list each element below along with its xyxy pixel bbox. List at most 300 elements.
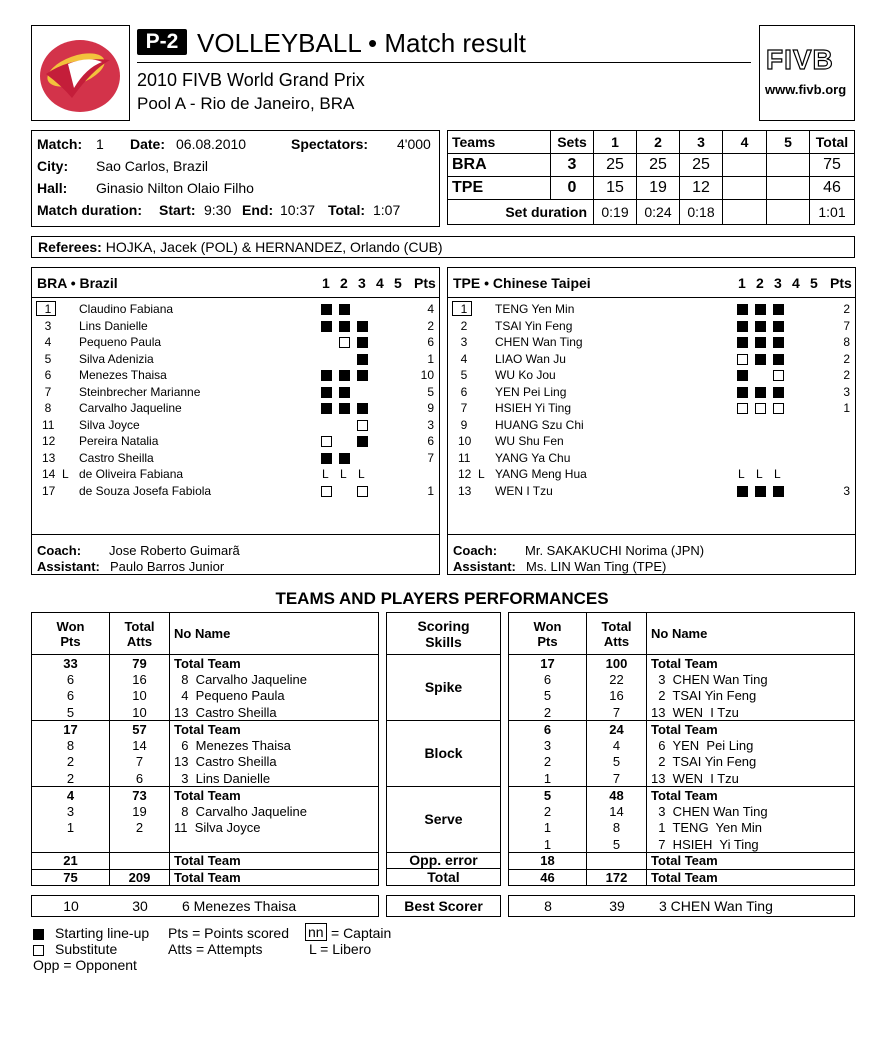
player-points: 8: [843, 335, 850, 349]
libero-marker: L: [62, 467, 69, 481]
roster-tpe: [447, 267, 856, 575]
player-points: 1: [427, 351, 434, 366]
player-name: 8 Carvalho Jaqueline: [170, 803, 379, 820]
player-row: [32, 400, 439, 416]
player-row: [448, 301, 855, 317]
empty-square-icon: [33, 945, 44, 956]
player-number: 6: [460, 384, 468, 399]
set-duration: [723, 200, 767, 225]
player-name: 13 WEN I Tzu: [647, 704, 855, 721]
set-column-header: 3: [774, 275, 782, 291]
won-pts: [32, 836, 110, 853]
won-pts: 2: [509, 754, 587, 771]
total-points: 46: [810, 177, 855, 200]
starting-square-icon: [755, 486, 766, 497]
legend-pts: Pts = Points scored: [168, 925, 290, 941]
total-atts: 4: [587, 737, 647, 754]
player-row: [448, 450, 855, 466]
player-name: WU Shu Fen: [495, 434, 564, 448]
duration-label: Match duration:: [37, 202, 142, 218]
won-pts: 2: [32, 754, 110, 771]
player-number: 11: [458, 450, 471, 465]
total-atts: [110, 836, 170, 853]
best-scorer-tpe: [508, 895, 855, 917]
total-team-row: [32, 787, 379, 804]
player-name: 6 Menezes Thaisa: [170, 737, 379, 754]
player-row: [448, 417, 855, 433]
player-number: 8: [44, 401, 52, 415]
player-points: 3: [843, 384, 850, 399]
player-stat-row: [509, 688, 855, 705]
header-line: Won: [56, 618, 85, 634]
player-name: 7 HSIEH Yi Ting: [647, 836, 855, 853]
player-name: 3 Lins Danielle: [170, 770, 379, 787]
player-stat-row: [509, 803, 855, 820]
player-name: 6 YEN Pei Ling: [647, 737, 855, 754]
starting-square-icon: [339, 403, 350, 414]
starting-square-icon: [737, 387, 748, 398]
document-code-badge: P-2: [137, 29, 187, 55]
start-time: 9:30: [204, 202, 232, 218]
skills-header-line: Scoring: [417, 618, 470, 634]
set-duration: 0:18: [680, 200, 723, 225]
total-atts: 14: [110, 737, 170, 754]
won-pts: 8: [32, 737, 110, 754]
match-date: 06.08.2010: [176, 136, 247, 152]
player-number: 2: [460, 318, 468, 333]
skill-block: Block: [386, 720, 501, 787]
pool-location: Pool A - Rio de Janeiro, BRA: [137, 94, 355, 113]
assistant-label: Assistant:: [453, 559, 516, 574]
player-name: 3 CHEN Wan Ting: [647, 671, 855, 688]
hall-label: Hall:: [37, 180, 68, 196]
won-pts: 6: [32, 671, 110, 688]
sets-won: 3: [551, 154, 594, 177]
points-column-header: Pts: [830, 275, 852, 291]
won-pts: 3: [509, 737, 587, 754]
city-value: Sao Carlos, Brazil: [96, 158, 209, 174]
player-name: TENG Yen Min: [495, 302, 575, 316]
starting-square-icon: [357, 436, 368, 447]
player-points: 2: [843, 302, 850, 316]
won-pts: 4: [32, 787, 110, 804]
fivb-logo: [759, 25, 855, 121]
set-duration-total: 1:01: [810, 200, 855, 225]
fivb-url: www.fivb.org: [765, 82, 847, 97]
player-row: [32, 351, 439, 367]
won-pts: 2: [509, 704, 587, 721]
coach-section: [448, 534, 855, 576]
player-number: 3: [460, 335, 468, 349]
score-header-cell: Teams: [448, 131, 551, 154]
assistant-name: Paulo Barros Junior: [110, 559, 225, 574]
player-stat-row: [32, 770, 379, 787]
starting-square-icon: [755, 387, 766, 398]
total-team-row: [509, 655, 855, 672]
player-row: [32, 433, 439, 449]
set-column-header: 4: [792, 275, 800, 291]
total-atts: 16: [587, 688, 647, 705]
player-row: [32, 466, 439, 482]
player-number: 4: [44, 335, 52, 349]
player-number: 1: [460, 302, 468, 316]
total-atts: [587, 853, 647, 870]
starting-square-icon: [737, 486, 748, 497]
starting-square-icon: [755, 304, 766, 315]
player-name: Silva Adenizia: [79, 351, 154, 366]
skill-opp-error: Opp. error: [386, 852, 501, 869]
score-row-bra: [448, 154, 855, 177]
event-logo: [31, 25, 130, 121]
player-row: [448, 334, 855, 350]
total-atts: 8: [587, 820, 647, 837]
player-name: Total Team: [647, 655, 855, 672]
total-team-row: [509, 853, 855, 870]
player-row: [448, 384, 855, 400]
starting-square-icon: [737, 337, 748, 348]
set-score: [767, 177, 810, 200]
player-stat-row: [509, 737, 855, 754]
starting-square-icon: [755, 354, 766, 365]
player-stat-row: [509, 704, 855, 721]
skill-total: Total: [386, 868, 501, 886]
skill-best-scorer: Best Scorer: [386, 895, 501, 917]
set-duration: 0:19: [594, 200, 637, 225]
player-number: 14: [42, 467, 56, 481]
performance-header-row: [32, 613, 379, 655]
total-atts: 48: [587, 787, 647, 804]
set-duration: [767, 200, 810, 225]
player-row: [448, 367, 855, 383]
won-pts: 18: [509, 853, 587, 870]
won-pts: 5: [509, 688, 587, 705]
legend-starting: Starting line-up: [55, 925, 150, 941]
player-points: 2: [843, 368, 850, 382]
set-column-header: 2: [340, 275, 348, 291]
performance-table-bra: [31, 612, 379, 886]
performance-table-tpe: [508, 612, 855, 886]
set-column-header: 5: [394, 275, 402, 291]
start-label: Start:: [159, 202, 196, 218]
player-row: [32, 334, 439, 350]
starting-square-icon: [357, 403, 368, 414]
substitute-square-icon: [357, 486, 368, 497]
player-points: 1: [427, 483, 434, 498]
player-points: 4: [427, 302, 434, 316]
best-won-pts: 10: [63, 898, 79, 914]
set-score: 12: [680, 177, 723, 200]
starting-square-icon: [339, 370, 350, 381]
legend-substitute: Substitute: [55, 941, 118, 957]
won-pts: 5: [509, 787, 587, 804]
volleyball-logo-icon: [32, 26, 129, 120]
player-name: Total Team: [647, 721, 855, 738]
player-name: 13 Castro Sheilla: [170, 754, 379, 771]
score-row-tpe: [448, 177, 855, 200]
libero-set-marker: L: [738, 467, 745, 481]
set-column-header: 2: [756, 275, 764, 291]
title-divider: [137, 62, 751, 63]
starting-square-icon: [321, 453, 332, 464]
player-number: 11: [42, 417, 55, 432]
total-atts: 22: [587, 671, 647, 688]
total-team-row: [509, 721, 855, 738]
player-name: Castro Sheilla: [79, 450, 154, 465]
coach-name: Mr. SAKAKUCHI Norima (JPN): [525, 543, 705, 558]
legend-opp: Opp = Opponent: [33, 957, 137, 973]
player-points: 6: [427, 434, 434, 448]
best-player-name: 3 CHEN Wan Ting: [659, 898, 773, 914]
won-pts: 6: [509, 721, 587, 738]
player-name: Claudino Fabiana: [79, 302, 174, 316]
best-total-atts: 39: [609, 898, 625, 914]
player-name: YANG Ya Chu: [495, 450, 571, 465]
player-number: 7: [460, 401, 468, 415]
starting-square-icon: [357, 354, 368, 365]
event-name: 2010 FIVB World Grand Prix: [137, 70, 365, 90]
team-code: BRA: [448, 154, 551, 177]
team-title: TPE • Chinese Taipei: [453, 275, 591, 291]
starting-square-icon: [339, 387, 350, 398]
starting-square-icon: [339, 453, 350, 464]
player-stat-row: [32, 803, 379, 820]
player-number: 9: [460, 417, 468, 432]
player-number: 13: [458, 483, 472, 498]
total-team-row: [509, 787, 855, 804]
set-score: [723, 154, 767, 177]
substitute-square-icon: [321, 486, 332, 497]
best-total-atts: 30: [132, 898, 148, 914]
score-header-cell: 4: [723, 131, 767, 154]
starting-square-icon: [357, 370, 368, 381]
starting-square-icon: [773, 337, 784, 348]
total-atts: 172: [587, 869, 647, 886]
total-atts: 5: [587, 836, 647, 853]
points-column-header: Pts: [414, 275, 436, 291]
player-name: Total Team: [170, 721, 379, 738]
set-column-header: 1: [738, 275, 746, 291]
total-atts: 7: [587, 704, 647, 721]
page-title: VOLLEYBALL • Match result: [197, 28, 526, 58]
legend-captain-box: nn: [305, 923, 327, 941]
roster-header: [448, 268, 855, 298]
starting-square-icon: [737, 304, 748, 315]
starting-square-icon: [773, 486, 784, 497]
header-line: Atts: [126, 633, 153, 649]
starting-square-icon: [321, 403, 332, 414]
libero-set-marker: L: [358, 467, 365, 481]
player-name: 2 TSAI Yin Feng: [647, 688, 855, 705]
player-stat-row: [32, 820, 379, 837]
player-number: 3: [44, 318, 52, 333]
total-atts: 57: [110, 721, 170, 738]
header-line: Total: [124, 618, 155, 634]
player-name: Total Team: [647, 787, 855, 804]
player-row: [32, 384, 439, 400]
player-points: 5: [427, 384, 434, 399]
total-atts: 16: [110, 671, 170, 688]
total-atts: 100: [587, 655, 647, 672]
substitute-square-icon: [773, 403, 784, 414]
total-team-row: [32, 721, 379, 738]
best-scorer-bra: [31, 895, 379, 917]
player-stat-row: [32, 704, 379, 721]
player-name: de Oliveira Fabiana: [79, 467, 184, 481]
total-label: Total:: [328, 202, 366, 218]
col-won-pts: [509, 613, 587, 655]
total-atts: 10: [110, 688, 170, 705]
coach-section: [32, 534, 439, 576]
best-player-name: 6 Menezes Thaisa: [182, 898, 297, 914]
skill-serve: Serve: [386, 786, 501, 853]
player-number: 7: [44, 384, 52, 399]
player-points: 2: [427, 318, 434, 333]
col-total-atts: [587, 613, 647, 655]
player-points: 6: [427, 335, 434, 349]
player-points: 7: [427, 450, 434, 465]
referees-names: HOJKA, Jacek (POL) & HERNANDEZ, Orlando (CUB): [105, 239, 443, 255]
set-score: 25: [594, 154, 637, 177]
player-stat-row: [509, 836, 855, 853]
substitute-square-icon: [357, 420, 368, 431]
substitute-square-icon: [321, 436, 332, 447]
total-atts: 6: [110, 770, 170, 787]
legend-atts: Atts = Attempts: [168, 941, 263, 957]
total-atts: 5: [587, 754, 647, 771]
won-pts: 2: [32, 770, 110, 787]
total-team-row: [509, 869, 855, 886]
player-name: 13 Castro Sheilla: [170, 704, 379, 721]
end-time: 10:37: [280, 202, 316, 218]
starting-square-icon: [773, 387, 784, 398]
set-column-header: 1: [322, 275, 330, 291]
total-points: 75: [810, 154, 855, 177]
player-number: 5: [460, 368, 468, 382]
player-stat-row: [32, 688, 379, 705]
player-name: 3 CHEN Wan Ting: [647, 803, 855, 820]
won-pts: 1: [32, 820, 110, 837]
player-stat-row: [32, 754, 379, 771]
sets-won: 0: [551, 177, 594, 200]
player-points: 2: [843, 351, 850, 366]
player-name: Pereira Natalia: [79, 434, 159, 448]
fivb-wordmark: FIVB: [766, 44, 834, 75]
player-name: WEN I Tzu: [495, 483, 553, 498]
match-label: Match:: [37, 136, 83, 152]
set-column-header: 5: [810, 275, 818, 291]
starting-square-icon: [755, 337, 766, 348]
player-name: Silva Joyce: [79, 417, 140, 432]
player-name: de Souza Josefa Fabiola: [79, 483, 212, 498]
won-pts: 75: [32, 869, 110, 886]
player-points: 3: [843, 483, 850, 498]
coach-label: Coach:: [453, 543, 498, 558]
player-name: LIAO Wan Ju: [495, 351, 566, 366]
score-header-cell: 3: [680, 131, 723, 154]
roster-header: [32, 268, 439, 298]
score-header-cell: Sets: [551, 131, 594, 154]
total-atts: 79: [110, 655, 170, 672]
won-pts: 1: [509, 770, 587, 787]
score-table: [447, 130, 855, 225]
score-header-cell: 5: [767, 131, 810, 154]
total-atts: 10: [110, 704, 170, 721]
won-pts: 17: [509, 655, 587, 672]
won-pts: 3: [32, 803, 110, 820]
starting-square-icon: [321, 304, 332, 315]
total-team-row: [32, 869, 379, 886]
substitute-square-icon: [339, 337, 350, 348]
won-pts: 6: [32, 688, 110, 705]
set-score: 15: [594, 177, 637, 200]
substitute-square-icon: [737, 354, 748, 365]
player-number: 1: [44, 302, 52, 316]
col-total-atts: [110, 613, 170, 655]
total-atts: 24: [587, 721, 647, 738]
total-atts: [110, 853, 170, 870]
score-header-row: [448, 131, 855, 154]
player-points: 3: [427, 417, 434, 432]
player-points: 10: [420, 368, 434, 382]
header-line: Pts: [60, 633, 81, 649]
libero-set-marker: L: [756, 467, 763, 481]
won-pts: 5: [32, 704, 110, 721]
assistant-name: Ms. LIN Wan Ting (TPE): [526, 559, 667, 574]
starting-square-icon: [737, 321, 748, 332]
roster-bra: [31, 267, 440, 575]
set-column-header: 4: [376, 275, 384, 291]
starting-square-icon: [321, 321, 332, 332]
player-name: Total Team: [170, 853, 379, 870]
won-pts: 1: [509, 820, 587, 837]
player-stat-row: [509, 671, 855, 688]
player-number: 5: [44, 351, 52, 366]
legend-captain: = Captain: [331, 925, 392, 941]
player-row: [448, 400, 855, 416]
won-pts: 1: [509, 836, 587, 853]
referees-bar: [31, 236, 855, 258]
score-header-cell: 2: [637, 131, 680, 154]
starting-square-icon: [773, 321, 784, 332]
team-title: BRA • Brazil: [37, 275, 118, 291]
match-info-box: [31, 130, 440, 227]
player-name: 8 Carvalho Jaqueline: [170, 671, 379, 688]
set-column-header: 3: [358, 275, 366, 291]
player-name: YEN Pei Ling: [495, 384, 567, 399]
end-label: End:: [242, 202, 274, 218]
date-label: Date:: [130, 136, 166, 152]
player-stat-row: [509, 754, 855, 771]
total-atts: 7: [587, 770, 647, 787]
player-row: [448, 483, 855, 499]
player-row: [448, 318, 855, 334]
col-no-name: No Name: [170, 613, 379, 655]
total-atts: 2: [110, 820, 170, 837]
player-row: [32, 301, 439, 317]
coach-label: Coach:: [37, 543, 82, 558]
spectators-value: 4'000: [397, 136, 431, 152]
player-row: [32, 318, 439, 334]
won-pts: 6: [509, 671, 587, 688]
player-row: [32, 483, 439, 499]
starting-square-icon: [737, 370, 748, 381]
player-name: Lins Danielle: [79, 318, 148, 333]
city-label: City:: [37, 158, 69, 174]
won-pts: 46: [509, 869, 587, 886]
referees-label: Referees:: [38, 239, 102, 255]
won-pts: 21: [32, 853, 110, 870]
player-number: 12: [42, 434, 56, 448]
